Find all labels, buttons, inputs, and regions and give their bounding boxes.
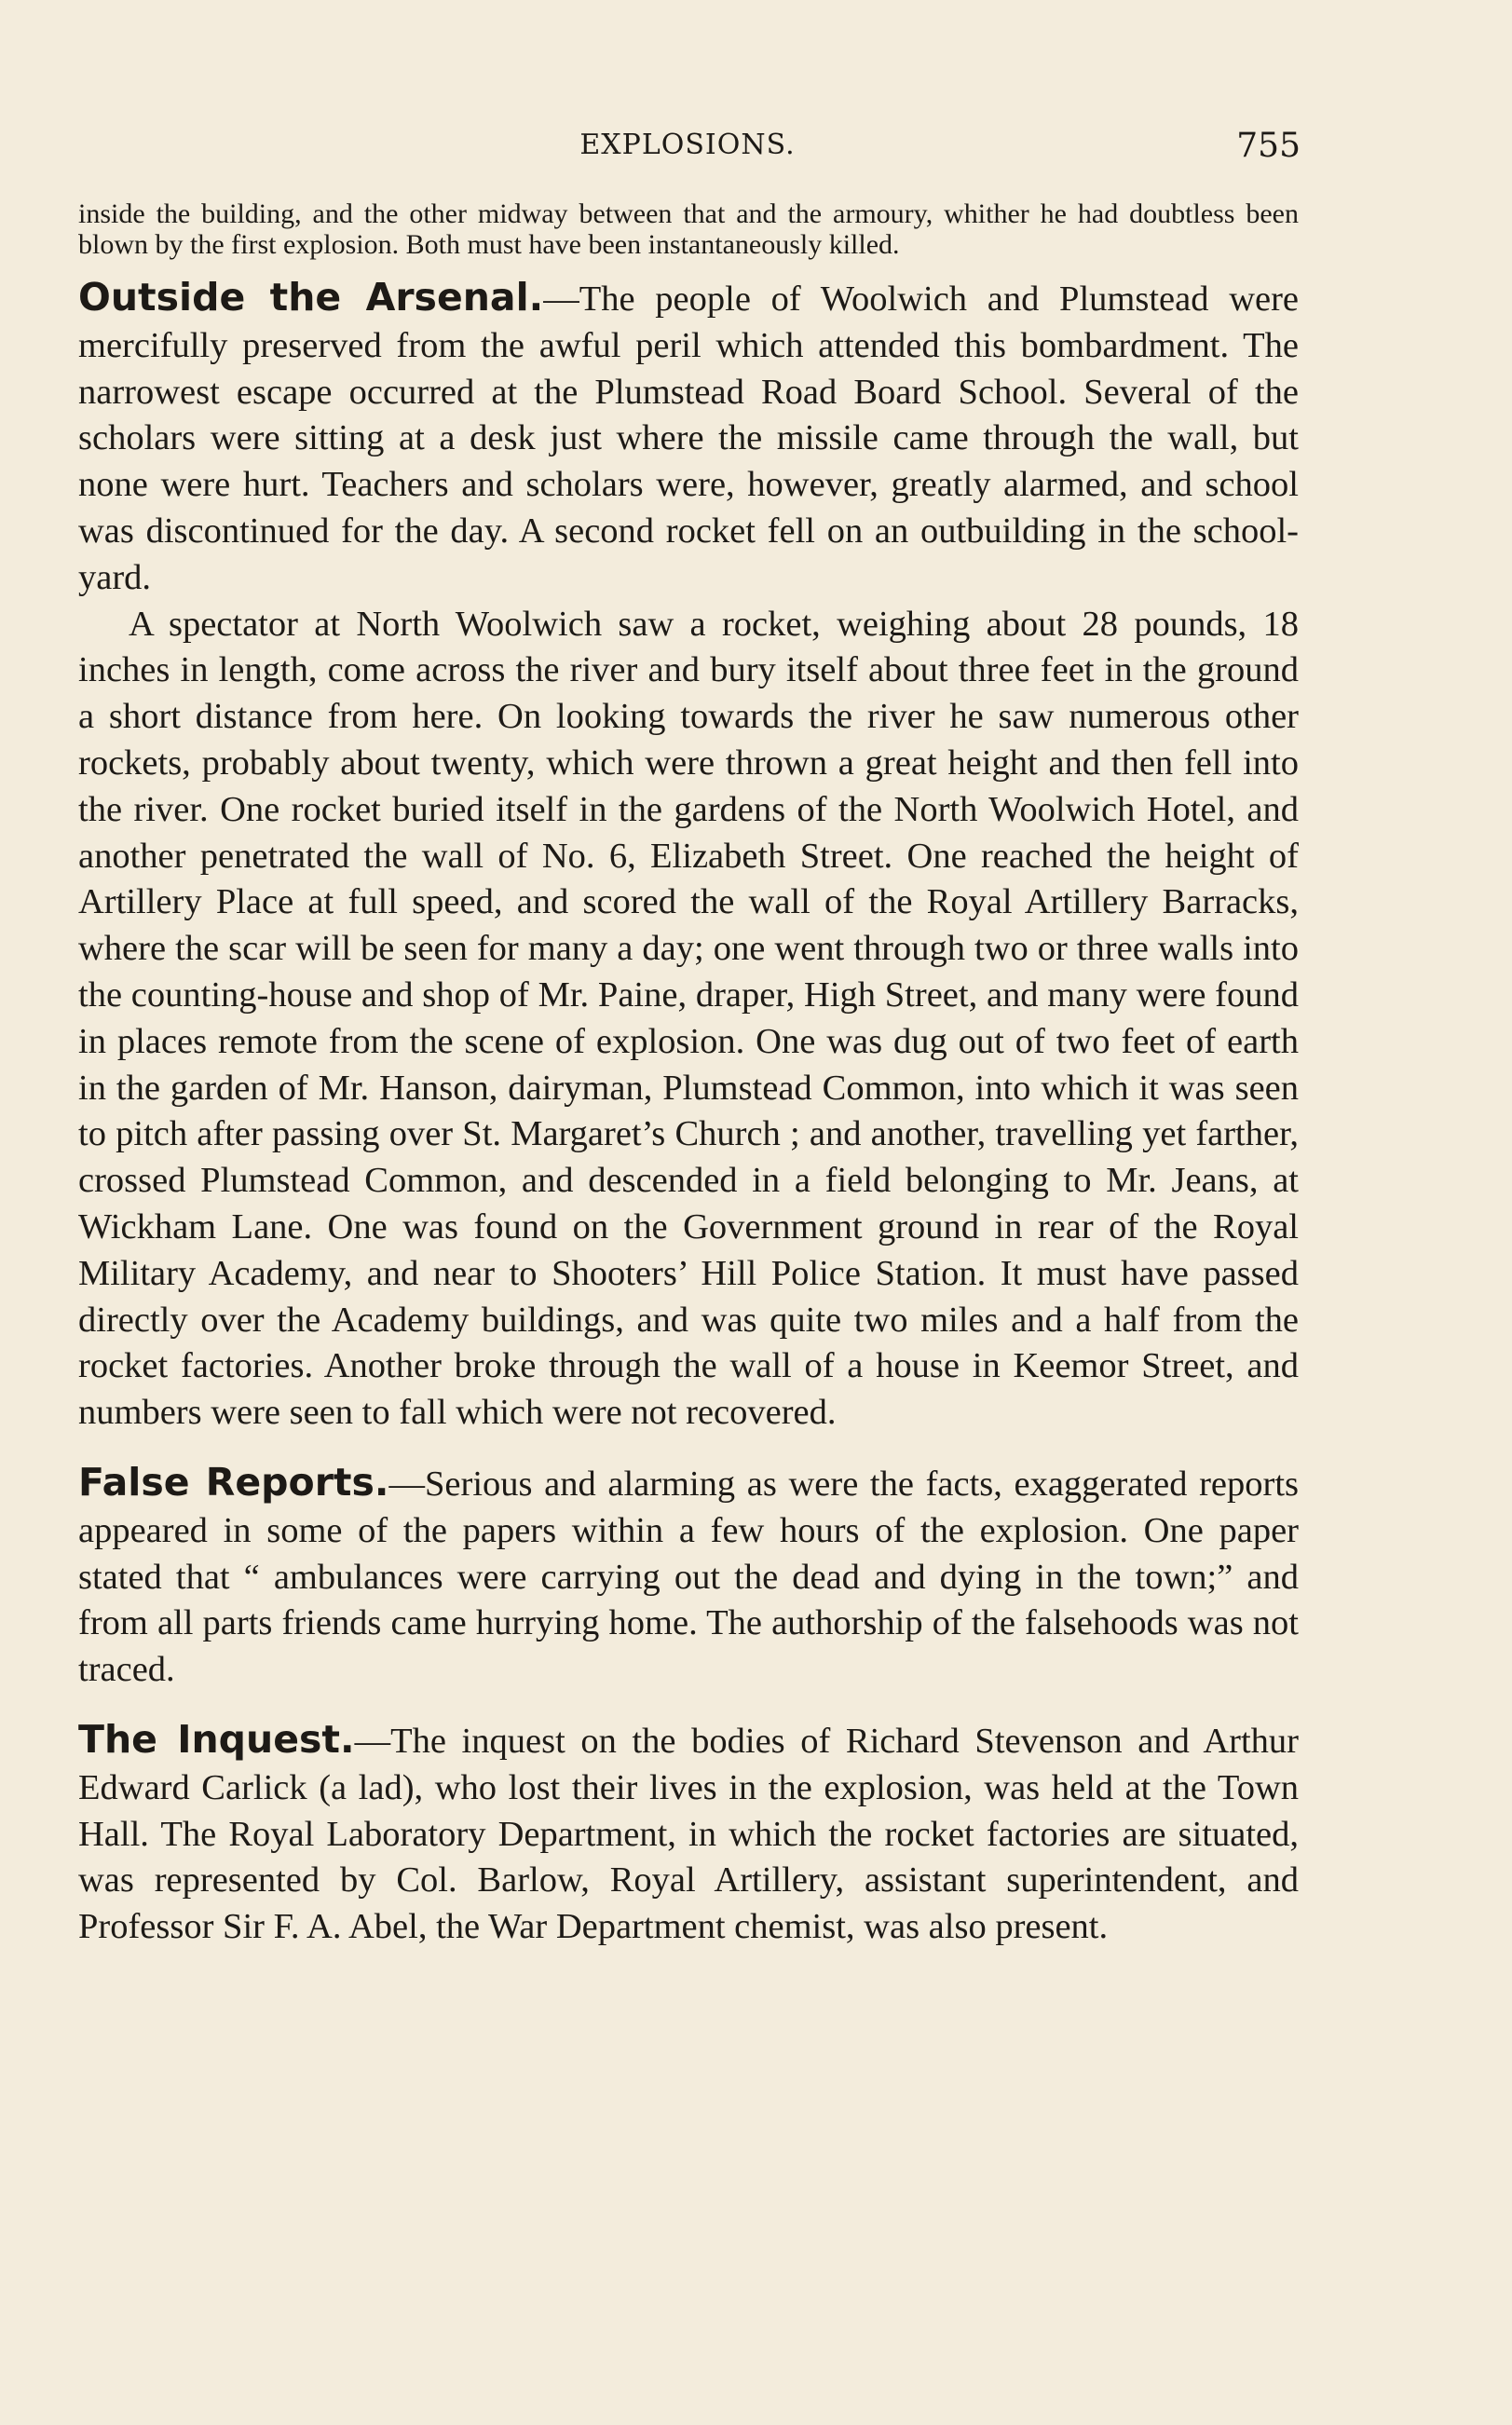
outside-arsenal-paragraph (78, 275, 1299, 602)
false-reports-text: —Serious and alarming as were the facts, exaggerated reports appeared in some of the papers within a few hours of the explosion. One paper stated that “ ambulances were carrying out the dead and dying in the town;” and from all parts friends came hurrying home. The authorship of the falsehoods was not traced. (78, 1464, 1300, 1690)
outside-arsenal-text: —The people of Woolwich and Plumstead were mercifully preserved from the awful peril which attended this bombardment. The narrowest escape occurred at the Plumstead Road Board School. Several of the scholars were sitting at a desk just where the missile came through the wall, but none were hurt. Teachers and scholars were, however, greatly alarmed, and school was discontinued for the day. A second rocket fell on an outbuilding in the school-yard. (78, 279, 1299, 597)
section-heading-inquest: The Inquest. (78, 1716, 355, 1762)
section-heading-outside-arsenal: Outside the Arsenal. (78, 275, 544, 320)
body-text (78, 198, 1299, 1951)
inquest-paragraph (78, 1717, 1299, 1951)
spectator-paragraph: A spectator at North Woolwich saw a rocket, weighing about 28 pounds, 18 inches in length, come across the river and bury itself about three feet in the ground a short distance from here. On looking towards the river he saw numerous other rockets, probably about twenty, which were thrown a great height and then fell into the river. One rocket buried itself in the gardens of the North Woolwich Hotel, and another penetrated the wall of No. 6, Elizabeth Street. One reached the height of Artillery Place at full speed, and scored the wall of the Royal Artillery Barracks, where the scar will be seen for many a day; one went through two or three walls into the counting-house and shop of Mr. Paine, draper, High Street, and many were found in places remote from the scene of explosion. One was dug out of two feet of earth in the garden of Mr. Hanson, dairyman, Plumstead Common, into which it was seen to pitch after passing over St. Margaret’s Church ; and another, travelling yet farther, crossed Plumstead Common, and descended in a field belonging to Mr. Jeans, at Wickham Lane. One was found on the Government ground in rear of the Royal Military Academy, and near to Shooters’ Hill Police Station. It must have passed directly over the Academy buildings, and was quite two miles and a half from the rocket factories. Another broke through the wall of a house in Keemor Street, and numbers were seen to fall which were not recovered. (78, 604, 1299, 1433)
inquest-text: —The inquest on the bodies of Richard Stevenson and Arthur Edward Carlick (a lad), who lost their lives in the explosion, was held at the Town Hall. The Royal Laboratory Department, in which the rocket factories are situated, was represented by Col. Barlow, Royal Artillery, assistant superintendent, and Professor Sir F. A. Abel, the War Department chemist, was also present. (78, 1721, 1299, 1947)
section-heading-false-reports: False Reports. (78, 1459, 389, 1505)
continuation-paragraph: inside the building, and the other midway between that and the armoury, whither he had doubtless been blown by the first explosion. Both must have been instantaneously killed. (78, 198, 1299, 260)
page-number: 755 (1236, 127, 1301, 165)
running-title: EXPLOSIONS. (579, 129, 796, 161)
false-reports-paragraph (78, 1460, 1299, 1694)
page-header (75, 129, 1301, 173)
